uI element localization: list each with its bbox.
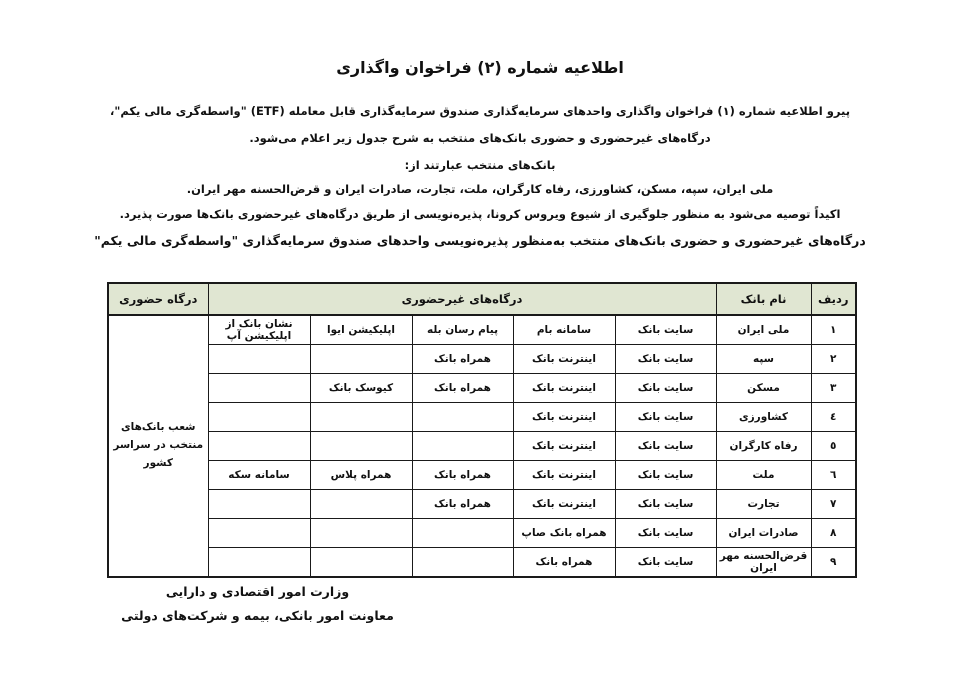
- table-row: [108, 315, 856, 345]
- portal-cell: سایت بانک: [615, 461, 716, 490]
- portal-cell: اینترنت بانک: [513, 490, 615, 519]
- bank-name-cell: صادرات ایران: [716, 519, 811, 548]
- page-title: اطلاعیه شماره (۲) فراخوان واگذاری: [336, 58, 624, 77]
- portal-cell: [310, 432, 412, 461]
- portal-cell: سایت بانک: [615, 374, 716, 403]
- banks-list-line: ملی ایران، سپه، مسکن، کشاورزی، رفاه کارگران، ملت، تجارت، صادرات ایران و قرض‌الحسنه مهر ایران.: [186, 182, 774, 196]
- portal-cell: سامانه بام: [513, 315, 615, 345]
- covid-notice-line: اکیداً توصیه می‌شود به منظور جلوگیری از شیوع ویروس کرونا، پذیره‌نویسی از طریق درگاه‌های غیرحضوری بانک‌ها صورت پذیرد.: [119, 207, 841, 221]
- portal-cell: [310, 519, 412, 548]
- row-number-cell: ٦: [811, 461, 856, 490]
- portal-cell: [208, 403, 310, 432]
- bank-name-cell: ملت: [716, 461, 811, 490]
- portal-cell: [208, 519, 310, 548]
- table-row: [108, 519, 856, 548]
- portal-cell: اینترنت بانک: [513, 374, 615, 403]
- portal-cell: سایت بانک: [615, 548, 716, 578]
- portal-cell: همراه بانک صاپ: [513, 519, 615, 548]
- table-row: [108, 403, 856, 432]
- col-header-remote-portals: درگاه‌های غیرحضوری: [208, 283, 716, 315]
- table-row: [108, 345, 856, 374]
- portal-cell: همراه بانک: [412, 461, 513, 490]
- row-number-cell: ١: [811, 315, 856, 345]
- portal-cell: [412, 403, 513, 432]
- row-number-cell: ٨: [811, 519, 856, 548]
- intro-paragraph-line2: درگاه‌های غیرحضوری و حضوری بانک‌های منتخب به شرح جدول زیر اعلام می‌شود.: [249, 131, 711, 145]
- row-number-cell: ٣: [811, 374, 856, 403]
- signature-ministry: وزارت امور اقتصادی و دارایی: [165, 584, 350, 599]
- portal-cell: [208, 490, 310, 519]
- portal-cell: [412, 548, 513, 578]
- col-header-row-number: ردیف: [811, 283, 856, 315]
- table-row: [108, 374, 856, 403]
- bank-portals-table: [107, 282, 857, 578]
- portal-cell: پیام رسان بله: [412, 315, 513, 345]
- table-header-row: [108, 283, 856, 315]
- row-number-cell: ٧: [811, 490, 856, 519]
- portal-cell: همراه بانک: [412, 490, 513, 519]
- portal-cell: سایت بانک: [615, 403, 716, 432]
- portal-cell: سایت بانک: [615, 345, 716, 374]
- portal-cell: [310, 403, 412, 432]
- portal-cell: نشان بانک از اپلیکیشن آپ: [208, 315, 310, 345]
- portal-cell: کیوسک بانک: [310, 374, 412, 403]
- portal-cell: [208, 374, 310, 403]
- portal-cell: [310, 490, 412, 519]
- portal-cell: همراه پلاس: [310, 461, 412, 490]
- bank-name-cell: تجارت: [716, 490, 811, 519]
- bank-name-cell: قرض‌الحسنه مهر ایران: [716, 548, 811, 578]
- portal-cell: سایت بانک: [615, 315, 716, 345]
- portal-cell: [208, 548, 310, 578]
- bank-name-cell: کشاورزی: [716, 403, 811, 432]
- signature-block: [85, 584, 430, 632]
- portal-cell: سامانه سکه: [208, 461, 310, 490]
- table-row: [108, 432, 856, 461]
- portal-cell: همراه بانک: [513, 548, 615, 578]
- portal-cell: سایت بانک: [615, 490, 716, 519]
- portal-cell: اینترنت بانک: [513, 403, 615, 432]
- intro-paragraph-line1: پیرو اطلاعیه شماره (۱) فراخوان واگذاری واحدهای سرمایه‌گذاری صندوق سرمایه‌گذاری قابل معامله (ETF) "واسطه‌گری مالی یکم"،: [109, 104, 851, 118]
- row-number-cell: ٩: [811, 548, 856, 578]
- col-header-in-person-portal: درگاه حضوری: [108, 283, 208, 315]
- portal-cell: همراه بانک: [412, 345, 513, 374]
- portal-cell: اپلیکیشن ایوا: [310, 315, 412, 345]
- bank-name-cell: سپه: [716, 345, 811, 374]
- bank-name-cell: ملی ایران: [716, 315, 811, 345]
- table-row: [108, 490, 856, 519]
- portal-cell: همراه بانک: [412, 374, 513, 403]
- portal-cell: [310, 548, 412, 578]
- table-caption: درگاه‌های غیرحضوری و حضوری بانک‌های منتخب به‌منظور پذیره‌نویسی واحدهای صندوق سرمایه‌گذاری "واسطه‌گری مالی یکم": [94, 233, 866, 248]
- row-number-cell: ٢: [811, 345, 856, 374]
- portal-cell: اینترنت بانک: [513, 345, 615, 374]
- table-row: [108, 548, 856, 578]
- portal-cell: اینترنت بانک: [513, 432, 615, 461]
- portal-cell: [208, 432, 310, 461]
- in-person-portal-cell: شعب بانک‌های منتخب در سراسر کشور: [108, 315, 208, 577]
- col-header-bank-name: نام بانک: [716, 283, 811, 315]
- portal-cell: [412, 519, 513, 548]
- banks-intro-line: بانک‌های منتخب عبارتند از:: [404, 158, 556, 172]
- portal-cell: اینترنت بانک: [513, 461, 615, 490]
- portal-cell: سایت بانک: [615, 519, 716, 548]
- portal-cell: سایت بانک: [615, 432, 716, 461]
- portal-cell: [208, 345, 310, 374]
- portal-cell: [412, 432, 513, 461]
- bank-name-cell: رفاه کارگران: [716, 432, 811, 461]
- table-row: [108, 461, 856, 490]
- portal-cell: [310, 345, 412, 374]
- signature-deputy: معاونت امور بانکی، بیمه و شرکت‌های دولتی: [121, 608, 394, 623]
- bank-name-cell: مسکن: [716, 374, 811, 403]
- row-number-cell: ٥: [811, 432, 856, 461]
- row-number-cell: ٤: [811, 403, 856, 432]
